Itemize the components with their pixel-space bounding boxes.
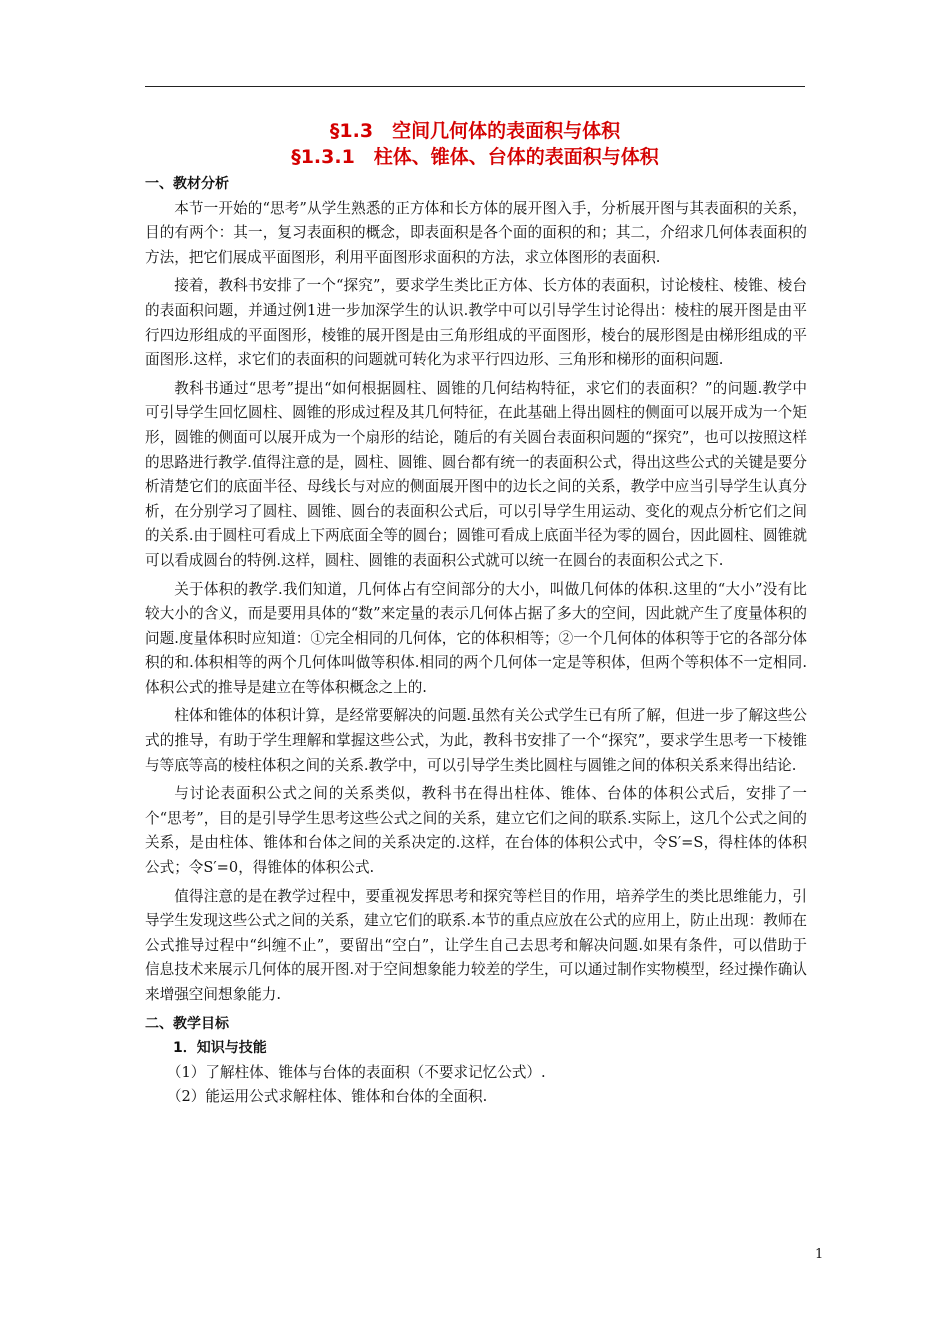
paragraph: 本节一开始的“思考”从学生熟悉的正方体和长方体的展开图入手，分析展开图与其表面积的关系，目的有两个：其一，复习表面积的概念，即表面积是各个面的面积的和；其二，介绍求几何体表面积的方法，把它们展成平面图形，利用平面图形求面积的方法，求立体图形的表面积. bbox=[145, 199, 807, 266]
paragraph: 与讨论表面积公式之间的关系类似，教科书在得出柱体、锥体、台体的体积公式后，安排了一个“思考”，目的是引导学生思考这些公式之间的关系，建立它们之间的联系.实际上，这几个公式之间的关系，是由柱体、锥体和台体之间的关系决定的.这样，在台体的体积公式中，令S′=S，得柱体的体积公式；令S′=0，得锥体的体积公式. bbox=[145, 785, 807, 877]
paragraph: 值得注意的是在教学过程中，要重视发挥思考和探究等栏目的作用，培养学生的类比思维能力，引导学生发现这些公式之间的关系，建立它们的联系.本节的重点应放在公式的应用上，防止出现：教师在公式推导过程中“纠缠不止”，要留出“空白”，让学生自己去思考和解决问题.如果有条件，可以借助于信息技术来展示几何体的展开图.对于空间想象能力较差的学生，可以通过制作实物模型，经过操作确认来增强空间想象能力. bbox=[145, 887, 807, 1003]
page-number: 1 bbox=[815, 1247, 824, 1262]
page-title: §1.3 空间几何体的表面积与体积 bbox=[329, 120, 621, 142]
section-heading-objectives: 二、教学目标 bbox=[145, 1015, 229, 1032]
paragraph: 关于体积的教学.我们知道，几何体占有空间部分的大小，叫做几何体的体积.这里的“大小”没有比较大小的含义，而是要用具体的“数”来定量的表示几何体占据了多大的空间，因此就产生了度量体积的问题.度量体积时应知道：①完全相同的几何体，它的体积相等；②一个几何体的体积等于它的各部分体积的和.体积相等的两个几何体叫做等积体.相同的两个几何体一定是等积体，但两个等积体不一定相同.体积公式的推导是建立在等体积概念之上的. bbox=[145, 580, 808, 696]
paragraph: 接着，教科书安排了一个“探究”，要求学生类比正方体、长方体的表面积，讨论棱柱、棱锥、棱台的表面积问题，并通过例1进一步加深学生的认识.教学中可以引导学生讨论得出：棱柱的展开图是由平行四边形组成的平面图形，棱锥的展开图是由三角形组成的平面图形，棱台的展形图是由梯形组成的平面图形.这样，求它们的表面积的问题就可转化为求平行四边形、三角形和梯形的面积问题. bbox=[145, 277, 807, 369]
title-block bbox=[145, 118, 805, 170]
paragraph: 教科书通过“思考”提出“如何根据圆柱、圆锥的几何结构特征，求它们的表面积？”的问题.教学中可引导学生回忆圆柱、圆锥的形成过程及其几何特征，在此基础上得出圆柱的侧面可以展开成为一个矩形，圆锥的侧面可以展开成为一个扇形的结论，随后的有关圆台表面积问题的“探究”，也可以按照这样的思路进行教学.值得注意的是，圆柱、圆锥、圆台都有统一的表面积公式，得出这些公式的关键是要分析清楚它们的底面半径、母线长与对应的侧面展开图中的边长之间的关系，教学中应当引导学生认真分析，在分别学习了圆柱、圆锥、圆台的表面积公式后，可以引导学生用运动、变化的观点分析它们之间的关系.由于圆柱可看成上下两底面全等的圆台；圆锥可看成上底面半径为零的圆台，因此圆柱、圆锥就可以看成圆台的特例.这样，圆柱、圆锥的表面积公式就可以统一在圆台的表面积公式之下. bbox=[145, 379, 807, 569]
subsection-heading: 1．知识与技能 bbox=[173, 1040, 267, 1057]
paragraph: 柱体和锥体的体积计算，是经常要解决的问题.虽然有关公式学生已有所了解，但进一步了解这些公式的推导，有助于学生理解和掌握这些公式，为此，教科书安排了一个“探究”，要求学生思考一下棱锥与等底等高的棱柱体积之间的关系.教学中，可以引导学生类比圆柱与圆锥之间的体积关系来得出结论. bbox=[145, 707, 807, 774]
document-body bbox=[145, 172, 807, 1110]
section-heading-analysis: 一、教材分析 bbox=[145, 176, 229, 192]
list-item: （2）能运用公式求解柱体、锥体和台体的全面积. bbox=[166, 1088, 488, 1106]
page-subtitle: §1.3.1 柱体、锥体、台体的表面积与体积 bbox=[291, 146, 659, 168]
list-item: （1）了解柱体、锥体与台体的表面积（不要求记忆公式）. bbox=[166, 1063, 546, 1081]
header-rule bbox=[145, 86, 805, 87]
